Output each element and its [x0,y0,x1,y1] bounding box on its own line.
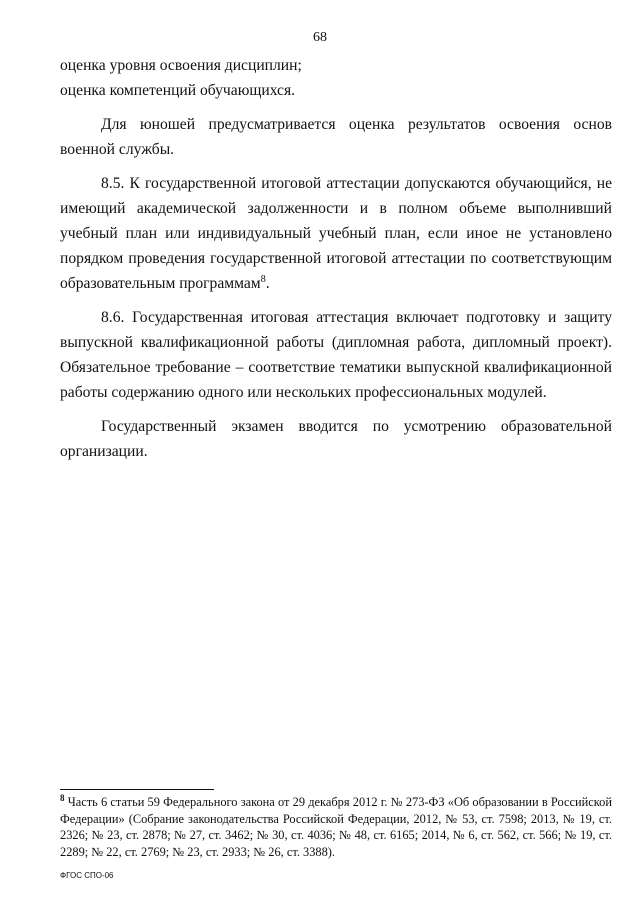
paragraph-8-5-text: 8.5. К государственной итоговой аттестации допускаются обучающийся, не имеющий академической задолженности и в полном объеме выполнивший учебный план или индивидуальный учебный план, если иное не установлено порядком проведения государственной итоговой аттестации по соответствующим образовательным программам [60,175,612,292]
page-number: 68 [313,30,327,45]
document-code: ФГОС СПО-06 [60,871,114,880]
paragraph-assessment-competences: оценка компетенций обучающихся. [60,82,296,99]
main-text [60,53,612,464]
footnote [60,794,612,860]
paragraph-military-service: Для юношей предусматривается оценка результатов освоения основ военной службы. [60,116,612,158]
paragraph-state-exam: Государственный экзамен вводится по усмотрению образовательной организации. [60,418,612,460]
paragraph-assessment-disciplines: оценка уровня освоения дисциплин; [60,57,302,74]
footnote-reference: 8 [260,273,266,285]
footnote-marker: 8 [60,792,65,803]
footnote-text: Часть 6 статьи 59 Федерального закона от 29 декабря 2012 г. № 273-ФЗ «Об образовании в Российской Федерации» (Собрание законодательства Российской Федерации, 2012, № 53, ст. 7598; 2013, № 19, ст. 2326; № 23, ст. 2878; № 27, ст. 3462; № 30, ст. 4036; № 48, ст. 6165; 2014, № 6, ст. 562, ст. 566; № 19, ст. 2289; № 22, ст. 2769; № 23, ст. 2933; № 26, ст. 3388). [60,795,612,859]
paragraph-8-5-end: . [265,275,270,292]
paragraph-8-6: 8.6. Государственная итоговая аттестация включает подготовку и защиту выпускной квалификационной работы (дипломная работа, дипломный проект). Обязательное требование – соответствие тематики выпускной квалификационной работы содержанию одного или нескольких профессиональных модулей. [60,309,612,401]
paragraph-8-5 [60,171,612,296]
footnote-separator [60,789,214,790]
